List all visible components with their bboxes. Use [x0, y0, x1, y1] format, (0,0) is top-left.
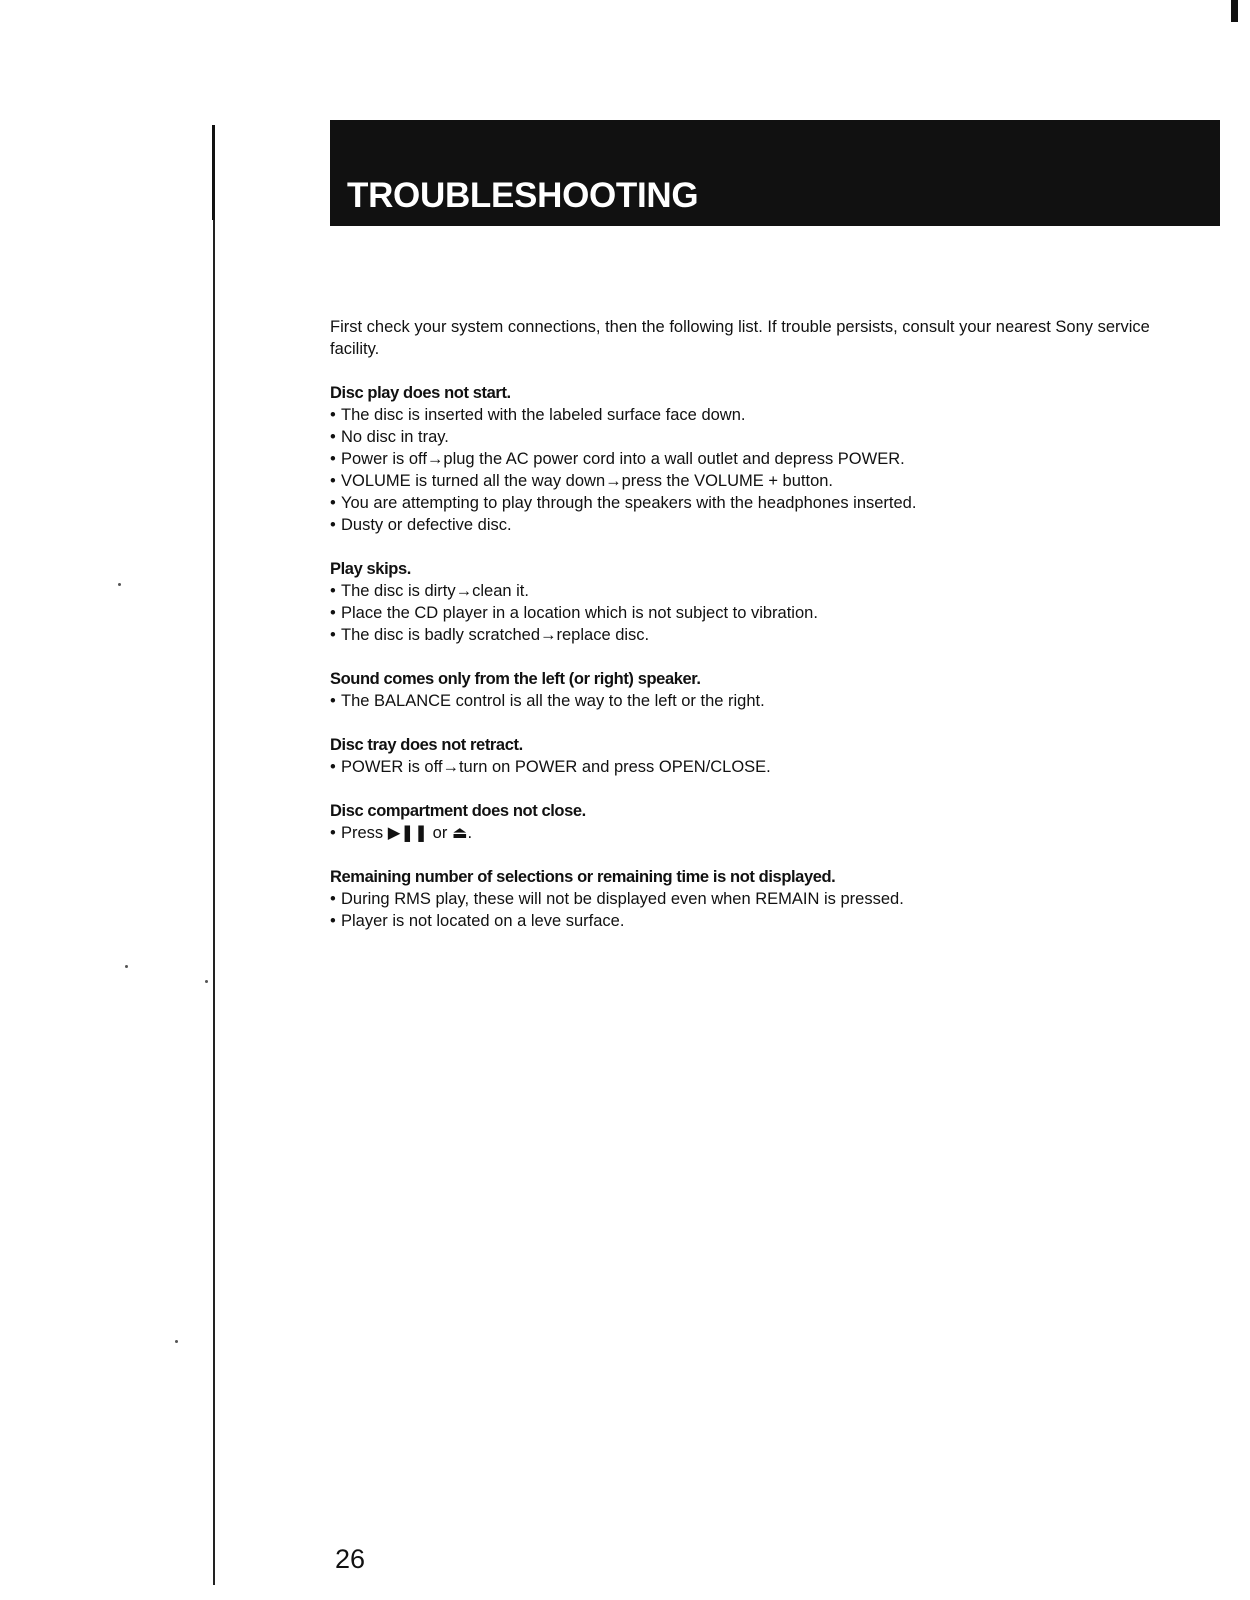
cause-list — [330, 822, 1200, 844]
bullet-icon: • — [330, 406, 336, 424]
corner-crop-mark — [1231, 0, 1238, 22]
list-item — [330, 404, 1200, 426]
list-item — [330, 756, 1200, 778]
cause-list — [330, 756, 1200, 778]
section-heading: Remaining number of selections or remaining time is not displayed. — [330, 868, 836, 886]
section-header-band — [330, 120, 1220, 226]
section-heading: Disc play does not start. — [330, 384, 511, 402]
list-item-text: Press ▶❚❚ or ⏏. — [341, 824, 473, 842]
list-item — [330, 514, 1200, 536]
list-item-text: You are attempting to play through the speakers with the headphones inserted. — [341, 494, 917, 512]
cause-list — [330, 888, 1200, 932]
section-disc-compartment-does-not-close — [330, 800, 1200, 844]
page-number: 26 — [335, 1544, 366, 1574]
list-item-text: POWER is off→turn on POWER and press OPEN/CLOSE. — [341, 758, 771, 776]
cause-list — [330, 690, 1200, 712]
bullet-icon: • — [330, 912, 336, 930]
list-item — [330, 448, 1200, 470]
margin-rule-heavy — [212, 125, 215, 220]
bullet-icon: • — [330, 890, 336, 908]
section-sound-one-speaker — [330, 668, 1200, 712]
list-item — [330, 492, 1200, 514]
section-heading: Play skips. — [330, 560, 411, 578]
bullet-icon: • — [330, 450, 336, 468]
list-item-text: Power is off→plug the AC power cord into a wall outlet and depress POWER. — [341, 450, 905, 468]
section-disc-tray-does-not-retract — [330, 734, 1200, 778]
bullet-icon: • — [330, 626, 336, 644]
cause-list — [330, 404, 1200, 536]
page-title: TROUBLESHOOTING — [347, 176, 699, 215]
list-item — [330, 888, 1200, 910]
section-heading: Disc tray does not retract. — [330, 736, 523, 754]
list-item-text: Place the CD player in a location which is not subject to vibration. — [341, 604, 818, 622]
intro-paragraph: First check your system connections, then the following list. If trouble persists, consult your nearest Sony service facility. — [330, 318, 1150, 358]
cause-list — [330, 580, 1200, 646]
list-item-text: The disc is badly scratched→replace disc. — [341, 626, 650, 644]
list-item-text: No disc in tray. — [341, 428, 449, 446]
list-item — [330, 602, 1200, 624]
list-item-text: Dusty or defective disc. — [341, 516, 512, 534]
scan-speck — [205, 980, 208, 983]
bullet-icon: • — [330, 472, 336, 490]
list-item — [330, 910, 1200, 932]
list-item — [330, 690, 1200, 712]
section-disc-play-does-not-start — [330, 382, 1200, 536]
section-remaining-not-displayed — [330, 866, 1200, 932]
list-item — [330, 624, 1200, 646]
list-item — [330, 426, 1200, 448]
bullet-icon: • — [330, 758, 336, 776]
list-item-text: The disc is dirty→clean it. — [341, 582, 529, 600]
bullet-icon: • — [330, 516, 336, 534]
margin-rule — [213, 125, 215, 1585]
list-item-text: Player is not located on a leve surface. — [341, 912, 625, 930]
section-play-skips — [330, 558, 1200, 646]
section-heading: Sound comes only from the left (or right) speaker. — [330, 670, 701, 688]
scan-speck — [125, 965, 128, 968]
troubleshooting-content — [330, 316, 1200, 954]
list-item-text: During RMS play, these will not be displayed even when REMAIN is pressed. — [341, 890, 904, 908]
list-item — [330, 470, 1200, 492]
bullet-icon: • — [330, 582, 336, 600]
bullet-icon: • — [330, 692, 336, 710]
bullet-icon: • — [330, 824, 336, 842]
list-item-text: The BALANCE control is all the way to the left or the right. — [341, 692, 765, 710]
list-item-text: The disc is inserted with the labeled surface face down. — [341, 406, 746, 424]
scan-speck — [118, 583, 121, 586]
bullet-icon: • — [330, 428, 336, 446]
list-item — [330, 822, 1200, 844]
scan-speck — [175, 1340, 178, 1343]
list-item — [330, 580, 1200, 602]
bullet-icon: • — [330, 604, 336, 622]
section-heading: Disc compartment does not close. — [330, 802, 586, 820]
bullet-icon: • — [330, 494, 336, 512]
list-item-text: VOLUME is turned all the way down→press the VOLUME + button. — [341, 472, 834, 490]
